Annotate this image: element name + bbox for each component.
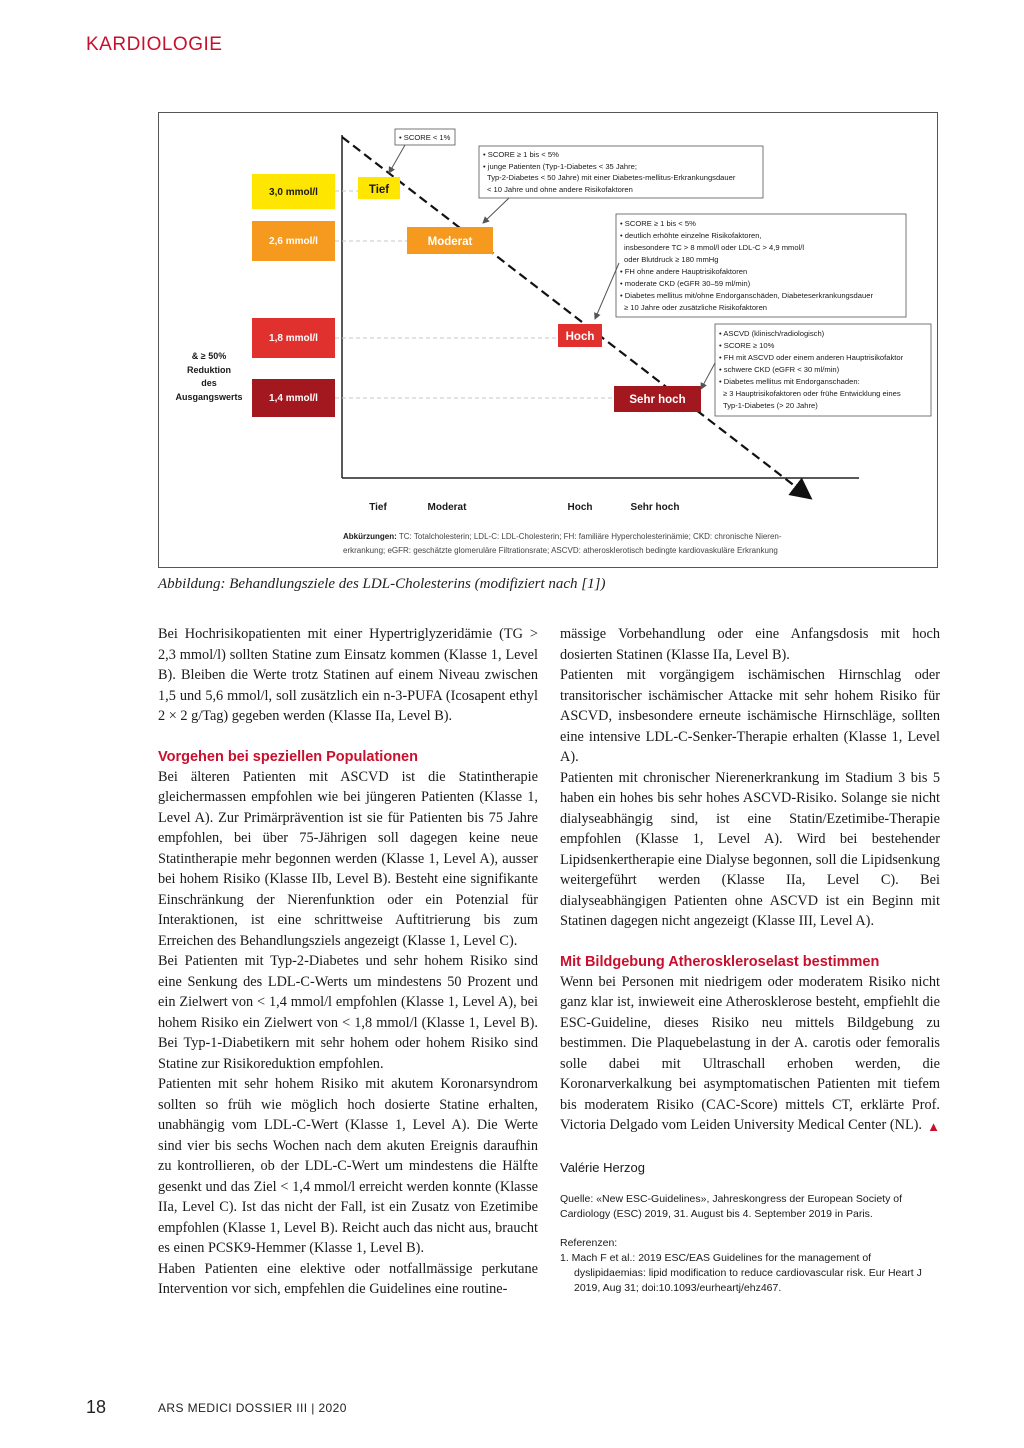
reduction-label (175, 351, 242, 402)
article-column-right (560, 624, 940, 1296)
target-label-2-6: 2,6 mmol/l (269, 236, 318, 247)
reduction-line-2: Reduktion (187, 365, 231, 375)
criteria-boxes (395, 129, 931, 416)
x-axis-labels (369, 502, 679, 513)
paragraph-hypertriglyzeridaemie: Bei Hochrisikopatienten mit einer Hypertriglyzeridämie (TG > 2,3 mmol/l) sollten Statine zum Einsatz kommen (Klasse 1, Level B). Bleiben die Werte trotz Statinen auf einem Niveau zwischen 1,5 und 5,6 mmol/l, soll zusätzlich ein n-3-PUFA (Icosapent ethyl 2 × 2 g/Tag) gegeben werden (Klasse IIa, Level B). (158, 626, 538, 724)
guide-lines (335, 191, 614, 398)
target-boxes (252, 174, 335, 417)
criteria-sehr-hoch-line-5: • Diabetes mellitus mit Endorganschaden: (719, 377, 860, 386)
criteria-moderat-line-2: • junge Patienten (Typ-1-Diabetes < 35 Jahre; (483, 162, 637, 171)
x-label-sehr-hoch: Sehr hoch (630, 502, 680, 513)
target-label-1-8: 1,8 mmol/l (269, 333, 318, 344)
criteria-sehr-hoch-line-2: • SCORE ≥ 10% (719, 341, 775, 350)
risk-label-tief: Tief (368, 184, 390, 196)
paragraph-intervention: Haben Patienten eine elektive oder notfallmässige perkutane Intervention vor sich, empfehlen die Guidelines eine routine- (158, 1260, 538, 1297)
criteria-hoch-line-6: • moderate CKD (eGFR 30–59 ml/min) (620, 279, 751, 288)
reference-1: 1. Mach F et al.: 2019 ESC/EAS Guidelines for the management of dyslipidaemias: lipid modification to reduce cardiovascular risk. Eur Heart J 2019, Aug 31; doi:10.1093/eurheartj/ehz467. (560, 1252, 922, 1294)
risk-label-hoch: Hoch (565, 331, 595, 343)
criteria-sehr-hoch-line-1: • ASCVD (klinisch/radiologisch) (719, 329, 825, 338)
risk-label-moderat: Moderat (427, 236, 473, 248)
page-number: 18 (86, 1397, 107, 1417)
criteria-moderat-line-3: Typ-2-Diabetes < 50 Jahre) mit einer Diabetes-mellitus-Erkrankungsdauer (487, 173, 736, 182)
target-label-3-0: 3,0 mmol/l (269, 187, 318, 198)
criteria-hoch-line-1: • SCORE ≥ 1 bis < 5% (620, 219, 696, 228)
paragraph-koronarsyndrom: Patienten mit sehr hohem Risiko mit akutem Koronarsyndrom sollten so früh wie möglich hoch dosierte Statine erhalten, unabhängig vom LDL-C-Wert (Klasse 1, Level A). Die Werte sind vier bis sechs Wochen nach dem akuten Ereignis daraufhin zu kontrollieren, ob der LDL-C-Wert um mindestens die Hälfte gesenkt und das Ziel < 1,4 mmol/l erreicht werden konnte (Klasse IIa, Level C). Ist das nicht der Fall, ist ein Zusatz von Ezetimibe empfohlen (Klasse 1, Level B). Reicht auch das nicht aus, braucht es einen PCSK9-Hemmer (Klasse 1, Level B). (158, 1076, 538, 1256)
author-name: Valérie Herzog (560, 1159, 646, 1175)
x-label-tief: Tief (369, 502, 387, 513)
abbreviations (343, 532, 782, 555)
paragraph-aeltere-patienten: Bei älteren Patienten mit ASCVD ist die Statintherapie gleichermassen empfohlen wie bei jüngeren Patienten (Klasse 1, Level A). Zur Primärprävention ist sie für Patienten bis 75 Jahre empfohlen, bei über 75-Jährigen soll dagegen keine neue Statintherapie mehr begonnen werden (Klasse 1, Level A), ausser bei hohem Risiko (Klasse IIb, Level B). Besteht eine signifikante Einschränkung der Nierenfunktion oder ein Potenzial für Interaktionen, ist eine schrittweise Auftitrierung bis zum Erreichen des Behandlungsziels angezeigt (Klasse 1, Level C). (158, 768, 538, 949)
paragraph-bildgebung-text: Wenn bei Personen mit niedrigem oder moderatem Risiko nicht ganz klar ist, inwieweit eine Atherosklerose besteht, empfiehlt die ESC-Guideline, dieses Risiko neu mittels Bildgebung zu bestimmen. Die Plaquebelastung in der A. carotis oder femoralis solle dabei mit Ultraschall erhoben werden, die Koronarverkalkung bei asymptomatischen Patienten mit tiefem bis moderatem Risiko (CAC-Score) mittels CT, erklärte Prof. Victoria Delgado vom Leiden University Medical Center (NL). (560, 973, 940, 1133)
target-label-1-4: 1,4 mmol/l (269, 393, 318, 404)
criteria-hoch-line-3: insbesondere TC > 8 mmol/l oder LDL-C > 4,9 mmol/l (624, 243, 805, 252)
heading-bildgebung: Mit Bildgebung Atheroskleroselast bestimmen (560, 953, 880, 970)
x-label-moderat: Moderat (427, 502, 467, 513)
paragraph-nierenerkrankung: Patienten mit chronischer Nierenerkrankung im Stadium 3 bis 5 haben ein hohes bis sehr hohes ASCVD-Risiko. Solange sie nicht dialyseabhängig sind, ist eine Statin/Ezetimibe-Therapie empfohlen (Klasse 1, Level A). Wird bei bestehender Lipidsenkertherapie eine Dialyse begonnen, soll die Lipidsenkung weitergeführt werden (Klasse IIa, Level C). Bei dialyseabhängigen Patienten ohne ASCVD ist ein Beginn mit Statinen dagegen nicht angezeigt (Klasse III, Level A). (560, 769, 940, 929)
abbrev-text-1: TC: Totalcholesterin; LDL-C: LDL-Cholesterin; FH: familiäre Hypercholesterinämie; CKD: chronische Nieren- (396, 532, 782, 541)
figure-ldl-targets (158, 112, 938, 568)
criteria-box-hoch (616, 214, 906, 317)
criteria-sehr-hoch-line-7: Typ-1-Diabetes (> 20 Jahre) (723, 401, 818, 410)
abbrev-text-2: erkrankung; eGFR: geschätzte glomeruläre Filtrationsrate; ASCVD: atherosklerotisch bedingte kardiovaskuläre Erkrankung (343, 546, 778, 555)
journal-name: ARS MEDICI DOSSIER III | 2020 (158, 1401, 347, 1415)
references-title: Referenzen: (560, 1237, 618, 1249)
paragraph-bildgebung (560, 972, 940, 1136)
criteria-hoch-line-8: ≥ 10 Jahre oder zusätzliche Risikofaktoren (624, 303, 768, 312)
criteria-moderat-line-1: • SCORE ≥ 1 bis < 5% (483, 150, 559, 159)
criteria-sehr-hoch-line-6: ≥ 3 Hauptrisikofaktoren oder frühe Entwicklung eines (723, 389, 901, 398)
section-header: KARDIOLOGIE (86, 34, 223, 55)
criteria-hoch-line-4: oder Blutdruck ≥ 180 mmHg (624, 255, 719, 264)
article-column-left (158, 624, 538, 1300)
reduction-line-3: des (201, 378, 217, 388)
svg-text:Abkürzungen: TC: Totalcholeste (343, 532, 782, 541)
criteria-moderat-line-4: < 10 Jahre und ohne andere Risikofaktoren (487, 185, 633, 194)
risk-label-sehr-hoch: Sehr hoch (629, 394, 686, 406)
source-note: Quelle: «New ESC-Guidelines», Jahreskongress der European Society of Cardiology (ESC) 2019, 31. August bis 4. September 2019 in Paris. (560, 1193, 903, 1220)
criteria-sehr-hoch-line-3: • FH mit ASCVD oder einem anderen Hauptrisikofaktor (719, 353, 904, 362)
ldl-target-diagram (159, 113, 937, 567)
figure-caption: Abbildung: Behandlungsziele des LDL-Cholesterins (modifiziert nach [1]) (158, 576, 606, 592)
paragraph-hirnschlag: Patienten mit vorgängigem ischämischen Hirnschlag oder transitorischer ischämischer Attacke mit sehr hohem Risiko für ASCVD, insbesondere erneute ischämische Hirnschläge, sollten eine intensive LDL-C-Senker-Therapie erhalten (Klasse 1, Level A). (560, 667, 940, 765)
criteria-sehr-hoch-line-4: • schwere CKD (eGFR < 30 ml/min) (719, 365, 840, 374)
paragraph-typ2-diabetes: Bei Patienten mit Typ-2-Diabetes und sehr hohem Risiko sind eine Senkung des LDL-C-Werts um mindestens 50 Prozent und ein Zielwert von < 1,4 mmol/l empfohlen (Klasse 1, Level A), bei hohem Risiko ein Zielwert von < 1,8 mmol/l (Klasse 1, Level B). Bei Typ-1-Diabetikern mit sehr hohem oder hohem Risiko sind Statine zur Risikoreduktion empfohlen. (158, 953, 538, 1072)
heading-spezielle-populationen: Vorgehen bei speziellen Populationen (158, 748, 418, 765)
end-triangle-icon: ▲ (927, 1119, 940, 1134)
x-label-hoch: Hoch (567, 502, 593, 513)
criteria-hoch-line-7: • Diabetes mellitus mit/ohne Endorganschäden, Diabeteserkrankungsdauer (620, 291, 873, 300)
criteria-hoch-line-2: • deutlich erhöhte einzelne Risikofaktoren, (620, 231, 762, 240)
reduction-line-4: Ausgangswerts (175, 392, 243, 402)
abbrev-label: Abkürzungen: (343, 532, 397, 541)
reduction-line-1: & ≥ 50% (191, 351, 227, 361)
criteria-tief-line-1: • SCORE < 1% (399, 133, 451, 142)
paragraph-intervention-cont: mässige Vorbehandlung oder eine Anfangsdosis mit hoch dosierten Statinen (Klasse IIa, Level B). (560, 626, 940, 663)
criteria-hoch-line-5: • FH ohne andere Hauptrisikofaktoren (620, 267, 748, 276)
